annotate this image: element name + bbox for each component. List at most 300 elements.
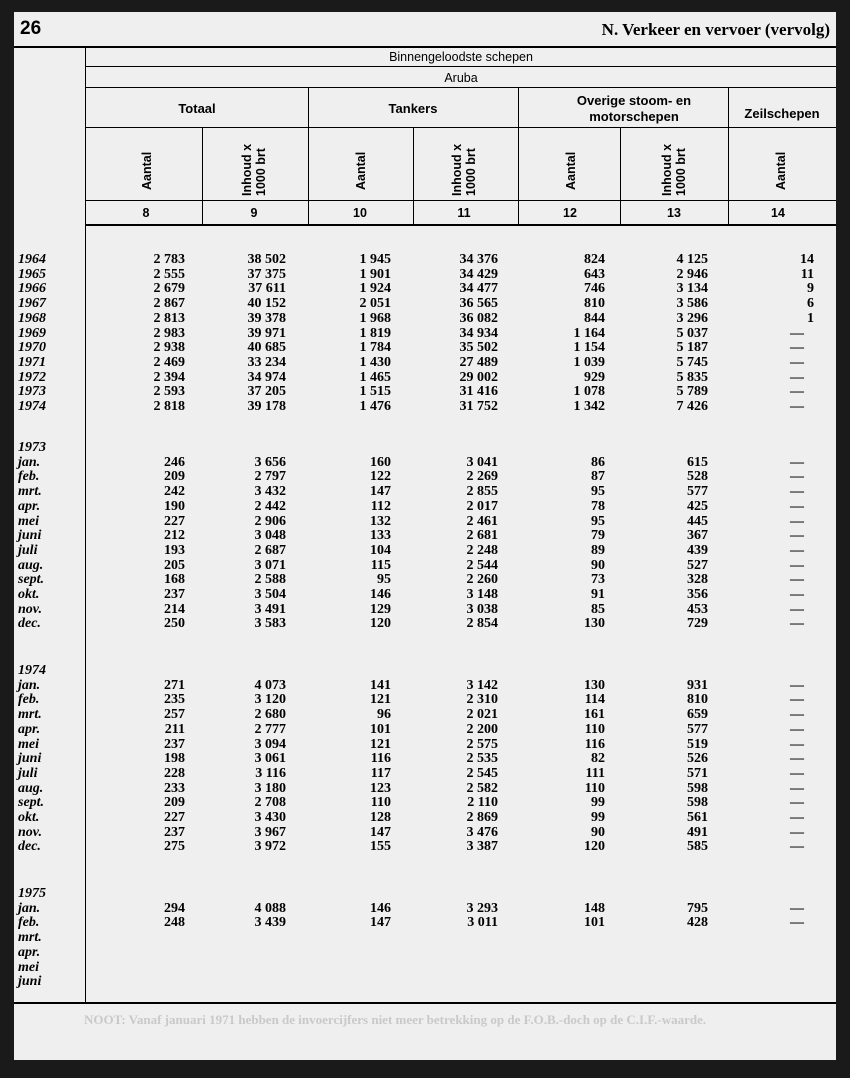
row-label: 1972	[18, 369, 46, 385]
table-cell: 37 611	[248, 281, 286, 297]
table-cell: 2 310	[466, 692, 498, 708]
table-cell: 110	[584, 721, 605, 737]
table-cell: 2 248	[466, 542, 498, 558]
table-cell: —	[790, 677, 804, 693]
table-cell: 2 687	[254, 542, 286, 558]
table-cell: 1	[807, 310, 814, 326]
table-cell: 146	[370, 900, 391, 916]
table-cell: 5 745	[676, 354, 708, 370]
table-cell: 2 983	[153, 325, 185, 341]
row-label: aug.	[18, 557, 44, 573]
table-cell: —	[790, 795, 804, 811]
row-label: 1973	[18, 384, 46, 400]
rule-group	[86, 66, 836, 67]
table-cell: 571	[687, 765, 708, 781]
table-cell: 120	[370, 616, 391, 632]
table-cell: 95	[591, 484, 605, 500]
col-number: 13	[667, 206, 681, 220]
table-cell: 527	[687, 557, 708, 573]
table-cell: 2 588	[254, 572, 286, 588]
table-cell: 2 854	[466, 616, 498, 632]
table-cell: 227	[164, 810, 185, 825]
table-cell: 2 461	[466, 513, 498, 529]
table-cell: —	[790, 765, 804, 781]
table-cell: —	[790, 354, 804, 370]
table-cell: 3 656	[254, 454, 286, 470]
table-cell: 1 154	[573, 340, 605, 356]
col-label-aantal: Aantal	[564, 151, 578, 190]
table-cell: 1 968	[359, 310, 391, 326]
row-label: 1968	[18, 310, 46, 326]
table-cell: 824	[584, 252, 605, 267]
table-cell: 2 906	[254, 513, 286, 529]
table-cell: 29 002	[459, 369, 498, 385]
table-cell: —	[790, 616, 804, 632]
table-cell: 147	[370, 484, 391, 500]
table-cell: 246	[164, 454, 185, 470]
row-label: juli	[18, 542, 38, 558]
table-cell: 5 835	[676, 369, 708, 385]
table-cell: 198	[164, 751, 185, 767]
table-cell: 79	[591, 528, 605, 544]
table-cell: —	[790, 736, 804, 752]
table-cell: 929	[584, 369, 605, 385]
row-label: nov.	[18, 601, 42, 617]
table-cell: —	[790, 721, 804, 737]
table-cell: 2 575	[466, 736, 498, 752]
table-cell: 112	[370, 498, 391, 514]
table-cell: 3 180	[254, 780, 286, 796]
table-cell: 190	[164, 498, 185, 514]
table-cell: 101	[584, 915, 605, 931]
table-cell: 1 039	[573, 354, 605, 370]
block-label: 1975	[18, 886, 46, 901]
rule-subgroup	[86, 87, 836, 88]
row-label: 1967	[18, 296, 46, 312]
row-label: 1966	[18, 281, 46, 297]
table-cell: 95	[591, 513, 605, 529]
table-cell: 38 502	[247, 252, 286, 267]
table-cell: 99	[591, 795, 605, 811]
row-label: mrt.	[18, 707, 42, 723]
table-cell: —	[790, 839, 804, 855]
row-label: juni	[18, 528, 42, 544]
document-page	[14, 12, 836, 1060]
table-cell: 428	[687, 915, 708, 931]
table-cell: 114	[584, 692, 605, 708]
table-cell: 810	[687, 692, 708, 708]
table-cell: 11	[800, 266, 814, 282]
section-title: N. Verkeer en vervoer (vervolg)	[601, 20, 830, 39]
table-cell: —	[790, 587, 804, 602]
table-cell: 3 504	[254, 587, 286, 602]
col-divider	[202, 127, 203, 224]
table-cell: 844	[584, 310, 605, 326]
table-cell: —	[790, 498, 804, 514]
table-cell: 122	[370, 469, 391, 485]
table-cell: 2 269	[466, 469, 498, 485]
table-cell: 795	[687, 900, 708, 916]
table-cell: 577	[687, 721, 708, 737]
table-cell: 5 789	[676, 384, 708, 400]
table-cell: 155	[370, 839, 391, 855]
table-cell: 116	[584, 736, 605, 752]
table-cell: 2 394	[153, 369, 185, 385]
row-label: mrt.	[18, 484, 42, 500]
table-cell: 2 938	[153, 340, 185, 356]
table-cell: 2 783	[153, 252, 185, 267]
table-cell: 95	[377, 572, 391, 588]
table-cell: 101	[370, 721, 391, 737]
bottom-rule	[14, 1002, 836, 1004]
table-cell: 2 200	[466, 721, 498, 737]
table-cell: 34 974	[247, 369, 286, 385]
table-cell: —	[790, 572, 804, 588]
col-number: 8	[142, 206, 150, 220]
table-cell: 2 946	[676, 266, 708, 282]
table-cell: 1 901	[359, 266, 391, 282]
table-cell: 729	[687, 616, 708, 632]
subgroup-header: Aruba	[444, 71, 478, 85]
table-cell: 2 260	[466, 572, 498, 588]
table-cell: 115	[370, 557, 391, 573]
table-cell: 123	[370, 780, 391, 796]
table-cell: 2 051	[359, 296, 391, 312]
row-label: mei	[18, 513, 39, 529]
table-cell: 39 378	[247, 310, 286, 326]
table-cell: 328	[687, 572, 708, 588]
table-cell: 3 387	[466, 839, 498, 855]
table-cell: 294	[164, 900, 185, 916]
table-cell: 3 094	[254, 736, 286, 752]
colgroup-tankers: Tankers	[388, 101, 438, 116]
table-cell: 3 071	[254, 557, 286, 573]
row-label: 1971	[18, 354, 46, 370]
table-cell: 3 061	[254, 751, 286, 767]
top-rule	[14, 46, 836, 48]
table-cell: 561	[687, 810, 708, 825]
table-cell: —	[790, 780, 804, 796]
table-cell: 4 125	[676, 252, 708, 267]
table-cell: 4 073	[254, 677, 286, 693]
table-cell: —	[790, 454, 804, 470]
table-cell: 275	[164, 839, 185, 855]
table-cell: 248	[164, 915, 185, 931]
table-cell: 209	[164, 795, 185, 811]
row-label: apr.	[18, 498, 41, 514]
table-cell: 148	[584, 900, 605, 916]
table-cell: 5 187	[676, 340, 708, 356]
table-cell: 3 134	[676, 281, 708, 297]
table-cell: 39 971	[247, 325, 286, 341]
table-cell: 1 945	[359, 252, 391, 267]
table-cell: 121	[370, 692, 391, 708]
table-cell: —	[790, 528, 804, 544]
table-cell: 931	[687, 677, 708, 693]
table-cell: 34 376	[459, 252, 498, 267]
col-label-inhoud: Inhoud x 1000 brt	[450, 143, 478, 196]
group-header: Binnengeloodste schepen	[389, 50, 533, 64]
table-cell: 3 048	[254, 528, 286, 544]
table-cell: 34 934	[459, 325, 498, 341]
row-label: 1970	[18, 340, 46, 356]
table-cell: 82	[591, 751, 605, 767]
col-number: 10	[353, 206, 367, 220]
table-cell: 2 544	[466, 557, 498, 573]
row-label: 1969	[18, 325, 46, 341]
table-cell: 3 583	[254, 616, 286, 632]
block-label: 1973	[18, 440, 46, 455]
table-cell: 227	[164, 513, 185, 529]
table-cell: —	[790, 557, 804, 573]
table-cell: 132	[370, 513, 391, 529]
col-label-inhoud: Inhoud x 1000 brt	[660, 143, 688, 196]
table-cell: 133	[370, 528, 391, 544]
row-label: apr.	[18, 944, 41, 960]
rule-collabels	[86, 200, 836, 201]
table-cell: 2 442	[254, 498, 286, 514]
table-cell: —	[790, 542, 804, 558]
table-cell: 87	[591, 469, 605, 485]
table-cell: 116	[370, 751, 391, 767]
table-cell: 104	[370, 542, 391, 558]
table-cell: 2 021	[466, 707, 498, 723]
table-cell: 141	[370, 677, 391, 693]
row-label: nov.	[18, 824, 42, 840]
table-cell: 1 924	[359, 281, 391, 297]
row-label: 1964	[18, 252, 46, 267]
table-cell: —	[790, 469, 804, 485]
table-cell: 120	[584, 839, 605, 855]
table-cell: 356	[687, 587, 708, 602]
table-cell: 526	[687, 751, 708, 767]
table-cell: —	[790, 601, 804, 617]
table-cell: 214	[164, 601, 185, 617]
table-cell: 3 586	[676, 296, 708, 312]
row-label: juni	[18, 974, 42, 990]
table-cell: 1 784	[359, 340, 391, 356]
table-cell: 34 477	[459, 281, 498, 297]
table-cell: 2 545	[466, 765, 498, 781]
table-cell: 2 679	[153, 281, 185, 297]
table-cell: 3 476	[466, 824, 498, 840]
table-cell: 14	[800, 252, 814, 267]
table-cell: 1 465	[359, 369, 391, 385]
table-cell: 2 680	[254, 707, 286, 723]
table-cell: 2 867	[153, 296, 185, 312]
table-cell: 3 148	[466, 587, 498, 602]
table-cell: 91	[591, 587, 605, 602]
row-label: mei	[18, 959, 39, 975]
table-cell: 89	[591, 542, 605, 558]
table-cell: 7 426	[676, 399, 708, 414]
col-number: 14	[771, 206, 785, 220]
table-cell: 2 777	[254, 721, 286, 737]
table-cell: 2 017	[466, 498, 498, 514]
table-cell: 31 416	[459, 384, 498, 400]
table-cell: 85	[591, 601, 605, 617]
row-label: dec.	[18, 839, 41, 855]
table-cell: —	[790, 692, 804, 708]
row-label: okt.	[18, 810, 40, 825]
table-cell: 193	[164, 542, 185, 558]
row-label: feb.	[18, 915, 40, 931]
table-cell: 453	[687, 601, 708, 617]
col-label-aantal: Aantal	[354, 151, 368, 190]
row-label: jan.	[18, 677, 41, 693]
col-divider	[620, 127, 621, 224]
table-cell: 228	[164, 765, 185, 781]
table-cell: 3 038	[466, 601, 498, 617]
block-label: 1974	[18, 663, 46, 678]
table-cell: 2 855	[466, 484, 498, 500]
row-label: 1974	[18, 399, 46, 414]
table-cell: 110	[370, 795, 391, 811]
table-cell: 233	[164, 780, 185, 796]
page-number: 26	[20, 18, 42, 39]
row-label: sept.	[18, 795, 45, 811]
table-cell: 242	[164, 484, 185, 500]
table-cell: 147	[370, 915, 391, 931]
table-cell: —	[790, 484, 804, 500]
table-cell: 130	[584, 616, 605, 632]
table-cell: 73	[591, 572, 605, 588]
table-cell: 111	[585, 765, 605, 781]
table-cell: 746	[584, 281, 605, 297]
table-cell: 2 593	[153, 384, 185, 400]
table-cell: 2 797	[254, 469, 286, 485]
table-cell: 810	[584, 296, 605, 312]
table-cell: 3 116	[255, 765, 286, 781]
table-cell: 99	[591, 810, 605, 825]
table-cell: 3 430	[254, 810, 286, 825]
table-cell: 2 708	[254, 795, 286, 811]
row-label: jan.	[18, 900, 41, 916]
table-cell: 90	[591, 557, 605, 573]
table-cell: 3 142	[466, 677, 498, 693]
table-cell: 598	[687, 795, 708, 811]
table-cell: 2 582	[466, 780, 498, 796]
table-cell: 598	[687, 780, 708, 796]
table-cell: 250	[164, 616, 185, 632]
table-cell: 209	[164, 469, 185, 485]
table-cell: 2 555	[153, 266, 185, 282]
table-cell: —	[790, 399, 804, 414]
row-label: juli	[18, 765, 38, 781]
table-cell: 237	[164, 824, 185, 840]
stub-divider	[85, 46, 86, 1002]
table-cell: 643	[584, 266, 605, 282]
table-cell: —	[790, 915, 804, 931]
table-cell: 161	[584, 707, 605, 723]
table-cell: 3 011	[467, 915, 498, 931]
table-cell: 3 293	[466, 900, 498, 916]
table-cell: —	[790, 824, 804, 840]
row-label: feb.	[18, 692, 40, 708]
table-cell: 577	[687, 484, 708, 500]
table-cell: 237	[164, 736, 185, 752]
table-cell: —	[790, 707, 804, 723]
table-cell: 121	[370, 736, 391, 752]
table-cell: 129	[370, 601, 391, 617]
table-cell: 128	[370, 810, 391, 825]
table-cell: 585	[687, 839, 708, 855]
table-cell: 367	[687, 528, 708, 544]
table-cell: 2 869	[466, 810, 498, 825]
table-cell: 1 342	[573, 399, 605, 414]
row-label: mrt.	[18, 930, 42, 946]
col-number: 11	[457, 206, 471, 220]
table-cell: 1 164	[573, 325, 605, 341]
table-cell: 2 813	[153, 310, 185, 326]
colgroup-zeil: Zeilschepen	[744, 106, 820, 121]
table-cell: 1 430	[359, 354, 391, 370]
table-cell: 439	[687, 542, 708, 558]
rule-colnumbers	[86, 224, 836, 226]
table-cell: 2 681	[466, 528, 498, 544]
table-cell: 205	[164, 557, 185, 573]
table-cell: 3 967	[254, 824, 286, 840]
table-cell: 615	[687, 454, 708, 470]
table-cell: 271	[164, 677, 185, 693]
table-cell: 31 752	[459, 399, 498, 414]
col-number: 9	[250, 206, 258, 220]
row-label: feb.	[18, 469, 40, 485]
table-cell: 86	[591, 454, 605, 470]
table-cell: 5 037	[676, 325, 708, 341]
table-cell: 110	[584, 780, 605, 796]
table-cell: 130	[584, 677, 605, 693]
table-cell: 235	[164, 692, 185, 708]
table-cell: 27 489	[459, 354, 498, 370]
table-cell: —	[790, 751, 804, 767]
row-label: 1965	[18, 266, 46, 282]
table-cell: 3 439	[254, 915, 286, 931]
table-cell: —	[790, 325, 804, 341]
table-cell: —	[790, 384, 804, 400]
table-cell: —	[790, 900, 804, 916]
table-cell: 1 078	[573, 384, 605, 400]
table-cell: 160	[370, 454, 391, 470]
table-cell: —	[790, 369, 804, 385]
table-cell: 2 818	[153, 399, 185, 414]
table-cell: 2 469	[153, 354, 185, 370]
table-cell: 3 432	[254, 484, 286, 500]
row-label: sept.	[18, 572, 45, 588]
row-label: mei	[18, 736, 39, 752]
colgroup-totaal: Totaal	[178, 101, 216, 116]
col-divider	[413, 127, 414, 224]
table-cell: 1 819	[359, 325, 391, 341]
table-cell: 34 429	[459, 266, 498, 282]
table-cell: 33 234	[247, 354, 286, 370]
table-cell: 9	[807, 281, 814, 297]
table-cell: 1 515	[359, 384, 391, 400]
table-cell: 2 110	[467, 795, 498, 811]
table-cell: 659	[687, 707, 708, 723]
table-cell: 425	[687, 498, 708, 514]
table-cell: 146	[370, 587, 391, 602]
row-label: dec.	[18, 616, 41, 632]
col-number: 12	[563, 206, 577, 220]
row-label: okt.	[18, 587, 40, 602]
table-cell: 40 685	[247, 340, 286, 356]
colgroup-overige: Overige stoom- en motorschepen	[576, 93, 692, 124]
table-cell: 211	[164, 721, 185, 737]
table-cell: 147	[370, 824, 391, 840]
table-cell: 1 476	[359, 399, 391, 414]
table-cell: 3 296	[676, 310, 708, 326]
